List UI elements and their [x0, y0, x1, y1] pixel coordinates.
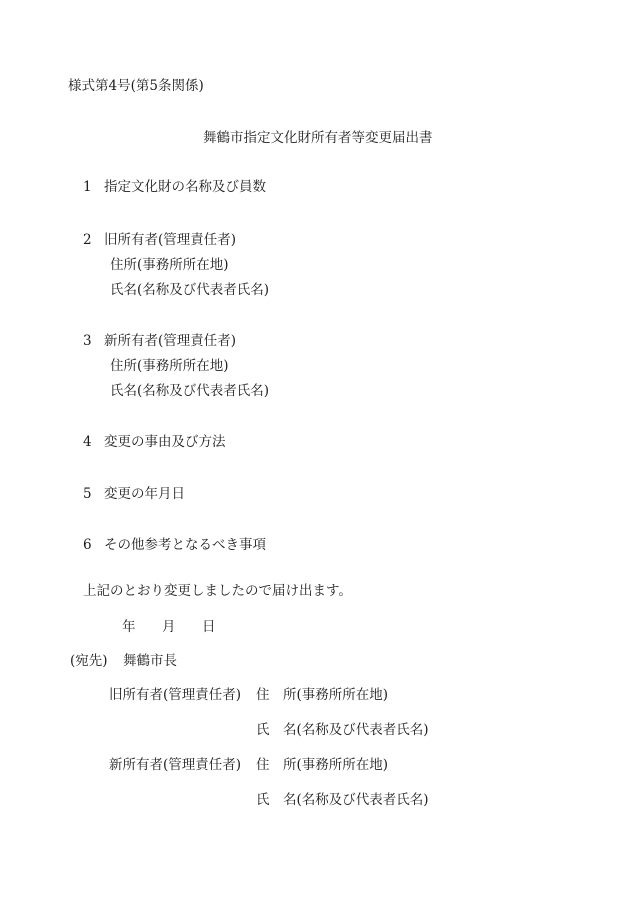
- section-3-name: 氏名(名称及び代表者氏名): [110, 383, 270, 399]
- section-4-label: 変更の事由及び方法: [104, 434, 226, 450]
- old-owner-name-label: 氏 名(名称及び代表者氏名): [256, 722, 429, 738]
- form-label: 様式第4号(第5条関係): [68, 78, 204, 94]
- section-2-name: 氏名(名称及び代表者氏名): [110, 282, 270, 298]
- section-2-number: 2: [83, 232, 92, 248]
- section-3-number: 3: [83, 333, 92, 349]
- section-3-label: 新所有者(管理責任者): [104, 333, 237, 349]
- section-5-label: 変更の年月日: [104, 486, 185, 502]
- new-owner-name-label: 氏 名(名称及び代表者氏名): [256, 792, 429, 808]
- section-3-address: 住所(事務所所在地): [110, 358, 229, 374]
- section-2-address: 住所(事務所所在地): [110, 257, 229, 273]
- section-1-number: 1: [83, 179, 92, 195]
- document-title: 舞鶴市指定文化財所有者等変更届出書: [203, 130, 433, 146]
- section-2-label: 旧所有者(管理責任者): [104, 232, 237, 248]
- old-owner-address-label: 住 所(事務所所在地): [256, 687, 389, 703]
- section-5-number: 5: [83, 486, 92, 502]
- old-owner-role: 旧所有者(管理責任者): [109, 687, 242, 703]
- addressee-label: (宛先): [70, 653, 108, 669]
- new-owner-role: 新所有者(管理責任者): [109, 757, 242, 773]
- date-year: 年: [122, 619, 136, 635]
- section-6-number: 6: [83, 537, 92, 553]
- declaration-statement: 上記のとおり変更しましたので届け出ます。: [83, 583, 352, 599]
- addressee-name: 舞鶴市長: [123, 653, 177, 669]
- section-1-label: 指定文化財の名称及び員数: [104, 179, 266, 195]
- date-month: 月: [162, 619, 176, 635]
- new-owner-address-label: 住 所(事務所所在地): [256, 757, 389, 773]
- section-6-label: その他参考となるべき事項: [104, 537, 266, 553]
- date-day: 日: [202, 619, 216, 635]
- section-4-number: 4: [83, 434, 92, 450]
